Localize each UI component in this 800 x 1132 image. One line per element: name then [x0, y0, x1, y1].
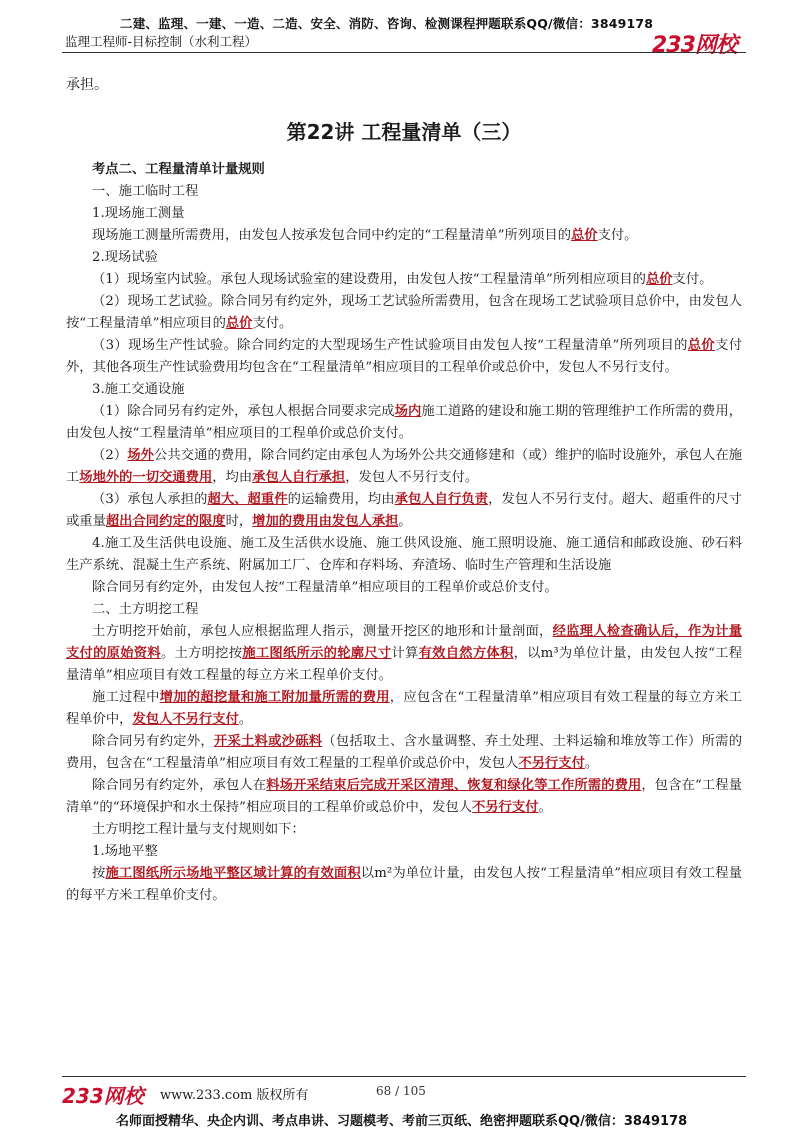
paragraph [66, 335, 742, 379]
paragraph [66, 203, 742, 225]
paragraph-text: 。土方明挖按 [160, 646, 243, 661]
highlighted-keyword: 场地外的一切交通费用 [79, 470, 213, 485]
paragraph-text: 。 [538, 800, 552, 815]
highlighted-keyword: 经监理人检查确认后，作为计量支付的原始资料 [66, 624, 742, 661]
paragraph [66, 445, 742, 489]
paragraph-text: 除合同另有约定外，由发包人按“工程量清单”相应项目的工程单价或总价支付。 [92, 580, 558, 595]
paragraph [66, 291, 742, 335]
page-footer [0, 1076, 800, 1132]
page-number: 68 / 105 [376, 1084, 426, 1098]
paragraph-text: ，包含在“工程量清单”的“环境保护和水土保持”相应项目的工程单价或总价中，发包人 [66, 778, 743, 815]
document-body [66, 74, 742, 907]
paragraph-text: 支付。 [597, 228, 638, 243]
paragraph [66, 247, 742, 269]
paragraph-text: ，发包人不另行支付。 [345, 470, 479, 485]
paragraph [66, 225, 742, 247]
brand-logo: 233网校 [652, 33, 737, 58]
highlighted-keyword: 承包人自行负责 [394, 492, 489, 507]
paragraph-text: 计算 [391, 646, 419, 661]
paragraph-text: 除合同另有约定外， [92, 734, 214, 749]
paragraph [66, 731, 742, 775]
footer-promo-text: 名师面授精华、央企内训、考点串讲、习题模考、考前三页纸、绝密押题联系QQ/微信：3849178 [116, 1114, 688, 1129]
paragraph-text: 的运输费用，均由 [287, 492, 395, 507]
paragraph-text: 时， [225, 514, 253, 529]
document-subtitle: 监理工程师-目标控制（水利工程） [65, 34, 258, 49]
page-header [0, 0, 800, 56]
highlighted-keyword: 不另行支付 [472, 800, 539, 815]
paragraph-text: ，均由 [212, 470, 253, 485]
paragraph-text: 现场施工测量所需费用，由发包人按承发包合同中约定的“工程量清单”所列项目的 [92, 228, 571, 243]
highlighted-keyword: 增加的超挖量和施工附加量所需的费用 [159, 690, 390, 705]
paragraph-text: 2.现场试验 [92, 250, 158, 265]
paragraph-text: 以m²为单位计量，由发包人按“工程量清单”相应项目有效工程量的每平方米工程单价支付。 [66, 866, 743, 903]
highlighted-keyword: 不另行支付 [518, 756, 585, 771]
paragraph-text: 。 [238, 712, 253, 727]
highlighted-keyword: 超大、超重件 [207, 492, 288, 507]
paragraph [66, 269, 742, 291]
paragraph [66, 533, 742, 577]
highlighted-keyword: 施工图纸所示场地平整区域计算的有效面积 [105, 866, 361, 881]
highlighted-keyword: 总价 [225, 316, 253, 331]
continuation-text: 承担。 [66, 77, 108, 93]
paragraph [66, 819, 742, 841]
paragraph [66, 577, 742, 599]
paragraph [66, 181, 742, 203]
footer-brand-logo: 233网校 [62, 1084, 144, 1108]
paragraph [66, 401, 742, 445]
paragraph-text: 公共交通的费用，除合同约定由承包人为场外公共交通修建和（或）维护的临时设施外，承包人在施工 [66, 448, 743, 485]
paragraph [66, 775, 742, 819]
highlighted-keyword: 总价 [645, 272, 673, 287]
highlighted-keyword: 场外 [127, 448, 154, 463]
paragraph-text: 土方明挖开始前，承包人应根据监理人指示，测量开挖区的地形和计量剖面， [92, 624, 553, 639]
paragraph-text: 施工过程中 [92, 690, 160, 705]
paragraph-text: 一、施工临时工程 [92, 184, 199, 199]
paragraph-list [66, 159, 742, 907]
paragraph [66, 379, 742, 401]
paragraph-text: 除合同另有约定外，承包人在 [92, 778, 267, 793]
paragraph-text: 1.现场施工测量 [92, 206, 185, 221]
paragraph-text: （1）现场室内试验。承包人现场试验室的建设费用，由发包人按“工程量清单”所列相应项目的 [92, 272, 646, 287]
paragraph-text: 。 [398, 514, 412, 529]
highlighted-keyword: 超出合同约定的限度 [105, 514, 226, 529]
paragraph-text: 支付外，其他各项生产性试验费用均包含在“工程量清单”相应项目的工程单价或总价中，发包人不另行支付。 [66, 338, 743, 375]
paragraph-text: 1.场地平整 [92, 844, 158, 859]
paragraph-text: 3.施工交通设施 [92, 382, 185, 397]
paragraph-text: ，以m³为单位计量，由发包人按“工程量清单”相应项目有效工程量的每立方米工程单价支付。 [66, 646, 742, 683]
paragraph-text: （3）承包人承担的 [92, 492, 208, 507]
paragraph [66, 621, 742, 687]
paragraph-text: （包括取土、含水量调整、弃土处理、土料运输和堆放等工作）所需的费用，包含在“工程量清单”相应项目有效工程量的工程单价或总价中，发包人 [66, 734, 742, 771]
highlighted-keyword: 场内 [394, 404, 422, 419]
paragraph-text: 支付。 [672, 272, 713, 287]
highlighted-keyword: 料场开采结束后完成开采区清理、恢复和绿化等工作所需的费用 [266, 778, 642, 793]
paragraph-text: 支付。 [252, 316, 293, 331]
highlighted-keyword: 施工图纸所示的轮廓尺寸 [242, 646, 392, 661]
highlighted-keyword: 承包人自行承担 [252, 470, 346, 485]
paragraph-text: 按 [92, 866, 106, 881]
paragraph-text: 二、土方明挖工程 [92, 602, 199, 617]
paragraph-text: 。 [584, 756, 599, 771]
paragraph [66, 159, 742, 181]
paragraph-text: 考点二、工程量清单计量规则 [92, 162, 265, 177]
highlighted-keyword: 总价 [571, 228, 598, 243]
paragraph [66, 841, 742, 863]
paragraph-text: （1）除合同另有约定外，承包人根据合同要求完成 [92, 404, 395, 419]
paragraph-text: 4.施工及生活供电设施、施工及生活供水设施、施工供风设施、施工照明设施、施工通信和邮政设施、砂石料生产系统、混凝土生产系统、附属加工厂、仓库和存料场、弃渣场、临时生产管理和生活设施 [66, 536, 742, 573]
paragraph [66, 863, 742, 907]
paragraph-text: 土方明挖工程计量与支付规则如下： [92, 822, 305, 837]
paragraph [66, 489, 742, 533]
lecture-title: 第22讲 工程量清单（三） [286, 120, 522, 144]
paragraph-text: （2） [92, 448, 128, 463]
paragraph-text: （2）现场工艺试验。除合同另有约定外，现场工艺试验所需费用，包含在现场工艺试验项目总价中，由发包人按“工程量清单”相应项目的 [66, 294, 742, 331]
highlighted-keyword: 发包人不另行支付 [132, 712, 239, 727]
header-promo-text: 二建、监理、一建、一造、二造、安全、消防、咨询、检测课程押题联系QQ/微信：3849178 [120, 16, 654, 31]
paragraph [66, 687, 742, 731]
footer-divider [62, 1076, 746, 1077]
paragraph-text: ，发包人不另行支付。超大、超重件的尺寸或重量 [66, 492, 743, 529]
footer-site-text: www.233.com 版权所有 [160, 1088, 309, 1103]
paragraph-text: 施工道路的建设和施工期的管理维护工作所需的费用，由发包人按“工程量清单”相应项目的工程单价或总价支付。 [66, 404, 743, 441]
highlighted-keyword: 有效自然方体积 [418, 646, 514, 661]
highlighted-keyword: 开采土料或沙砾料 [213, 734, 323, 749]
paragraph-text: ，应包含在“工程量清单”相应项目有效工程量的每立方米工程单价中， [66, 690, 743, 727]
paragraph-text: （3）现场生产性试验。除合同约定的大型现场生产性试验项目由发包人按“工程量清单”所列项目的 [92, 338, 688, 353]
highlighted-keyword: 增加的费用由发包人承担 [252, 514, 399, 529]
highlighted-keyword: 总价 [687, 338, 716, 353]
header-divider [62, 52, 746, 53]
paragraph [66, 599, 742, 621]
